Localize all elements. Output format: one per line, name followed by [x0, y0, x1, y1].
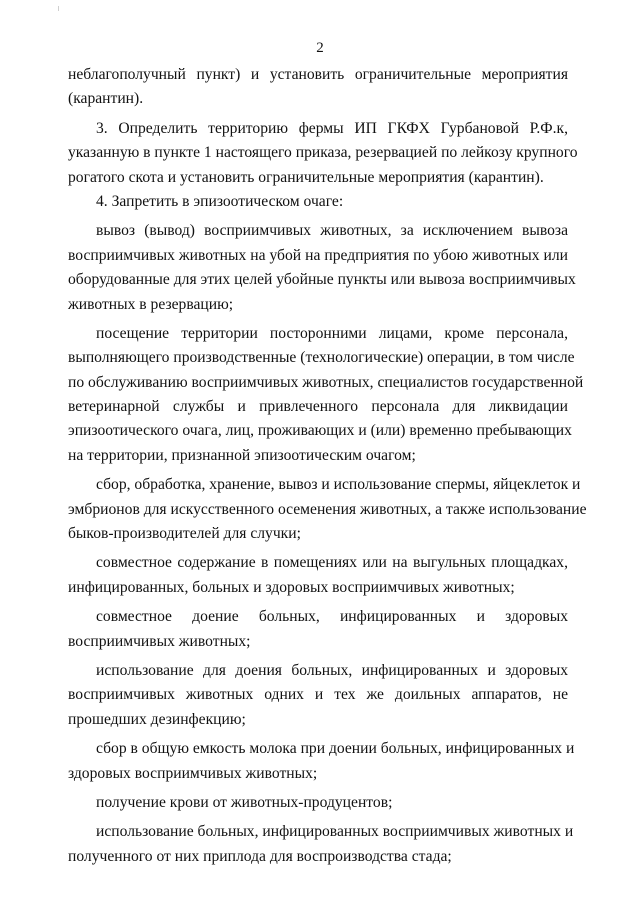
- text-line: 3. Определить территорию фермы ИП ГКФХ Гурбановой Р.Ф.к,: [96, 119, 568, 137]
- text-line: полученного от них приплода для воспроизводства стада;: [68, 847, 452, 865]
- text-line: сбор в общую емкость молока при доении больных, инфицированных и: [96, 740, 575, 758]
- text-line: восприимчивых животных на убой на предприятия по убою животных или: [68, 246, 568, 264]
- text-line: рогатого скота и установить ограничительные мероприятия (карантин).: [68, 168, 544, 186]
- text-line: совместное содержание в помещениях или на выгульных площадках,: [96, 554, 568, 572]
- text-line: вывоз (вывод) восприимчивых животных, за исключением вывоза: [96, 222, 568, 240]
- text-line: использование больных, инфицированных восприимчивых животных и: [96, 823, 574, 841]
- text-line: выполняющего производственные (технологические) операции, в том числе: [68, 349, 575, 367]
- text-line: (карантин).: [68, 90, 144, 108]
- text-line: использование для доения больных, инфицированных и здоровых: [96, 661, 568, 679]
- scan-artifact: [58, 6, 59, 11]
- text-line: посещение территории посторонними лицами, кроме персонала,: [96, 324, 568, 342]
- text-line: восприимчивых животных;: [68, 632, 251, 650]
- text-line: ветеринарной службы и привлеченного персонала для ликвидации: [68, 398, 568, 416]
- text-line: указанную в пункте 1 настоящего приказа, резервацией по лейкозу крупного: [68, 144, 578, 162]
- page-number: 2: [316, 40, 324, 56]
- text-line: оборудованные для этих целей убойные пункты или вывоза восприимчивых: [68, 271, 576, 289]
- text-line: животных в резервацию;: [68, 295, 234, 313]
- text-line: эмбрионов для искусственного осеменения животных, а также использование: [68, 500, 587, 518]
- text-line: неблагополучный пункт) и установить ограничительные мероприятия: [68, 66, 568, 83]
- text-line: инфицированных, больных и здоровых восприимчивых животных;: [68, 578, 515, 596]
- text-line: здоровых восприимчивых животных;: [68, 764, 318, 782]
- text-line: 4. Запретить в эпизоотическом очаге:: [96, 192, 344, 210]
- text-line: получение крови от животных-продуцентов;: [96, 793, 393, 811]
- text-line: сбор, обработка, хранение, вывоз и использование спермы, яйцеклеток и: [96, 476, 581, 494]
- text-line: на территории, признанной эпизоотическим очагом;: [68, 446, 416, 464]
- text-line: быков-производителей для случки;: [68, 525, 301, 543]
- document-body: [68, 63, 587, 869]
- text-line: эпизоотического очага, лиц, проживающих и (или) временно пребывающих: [68, 422, 572, 440]
- text-line: по обслуживанию восприимчивых животных, специалистов государственной: [68, 373, 584, 391]
- text-line: восприимчивых животных одних и тех же доильных аппаратов, не: [68, 686, 568, 704]
- text-line: прошедших дезинфекцию;: [68, 710, 246, 728]
- text-line: совместное доение больных, инфицированных и здоровых: [96, 608, 568, 626]
